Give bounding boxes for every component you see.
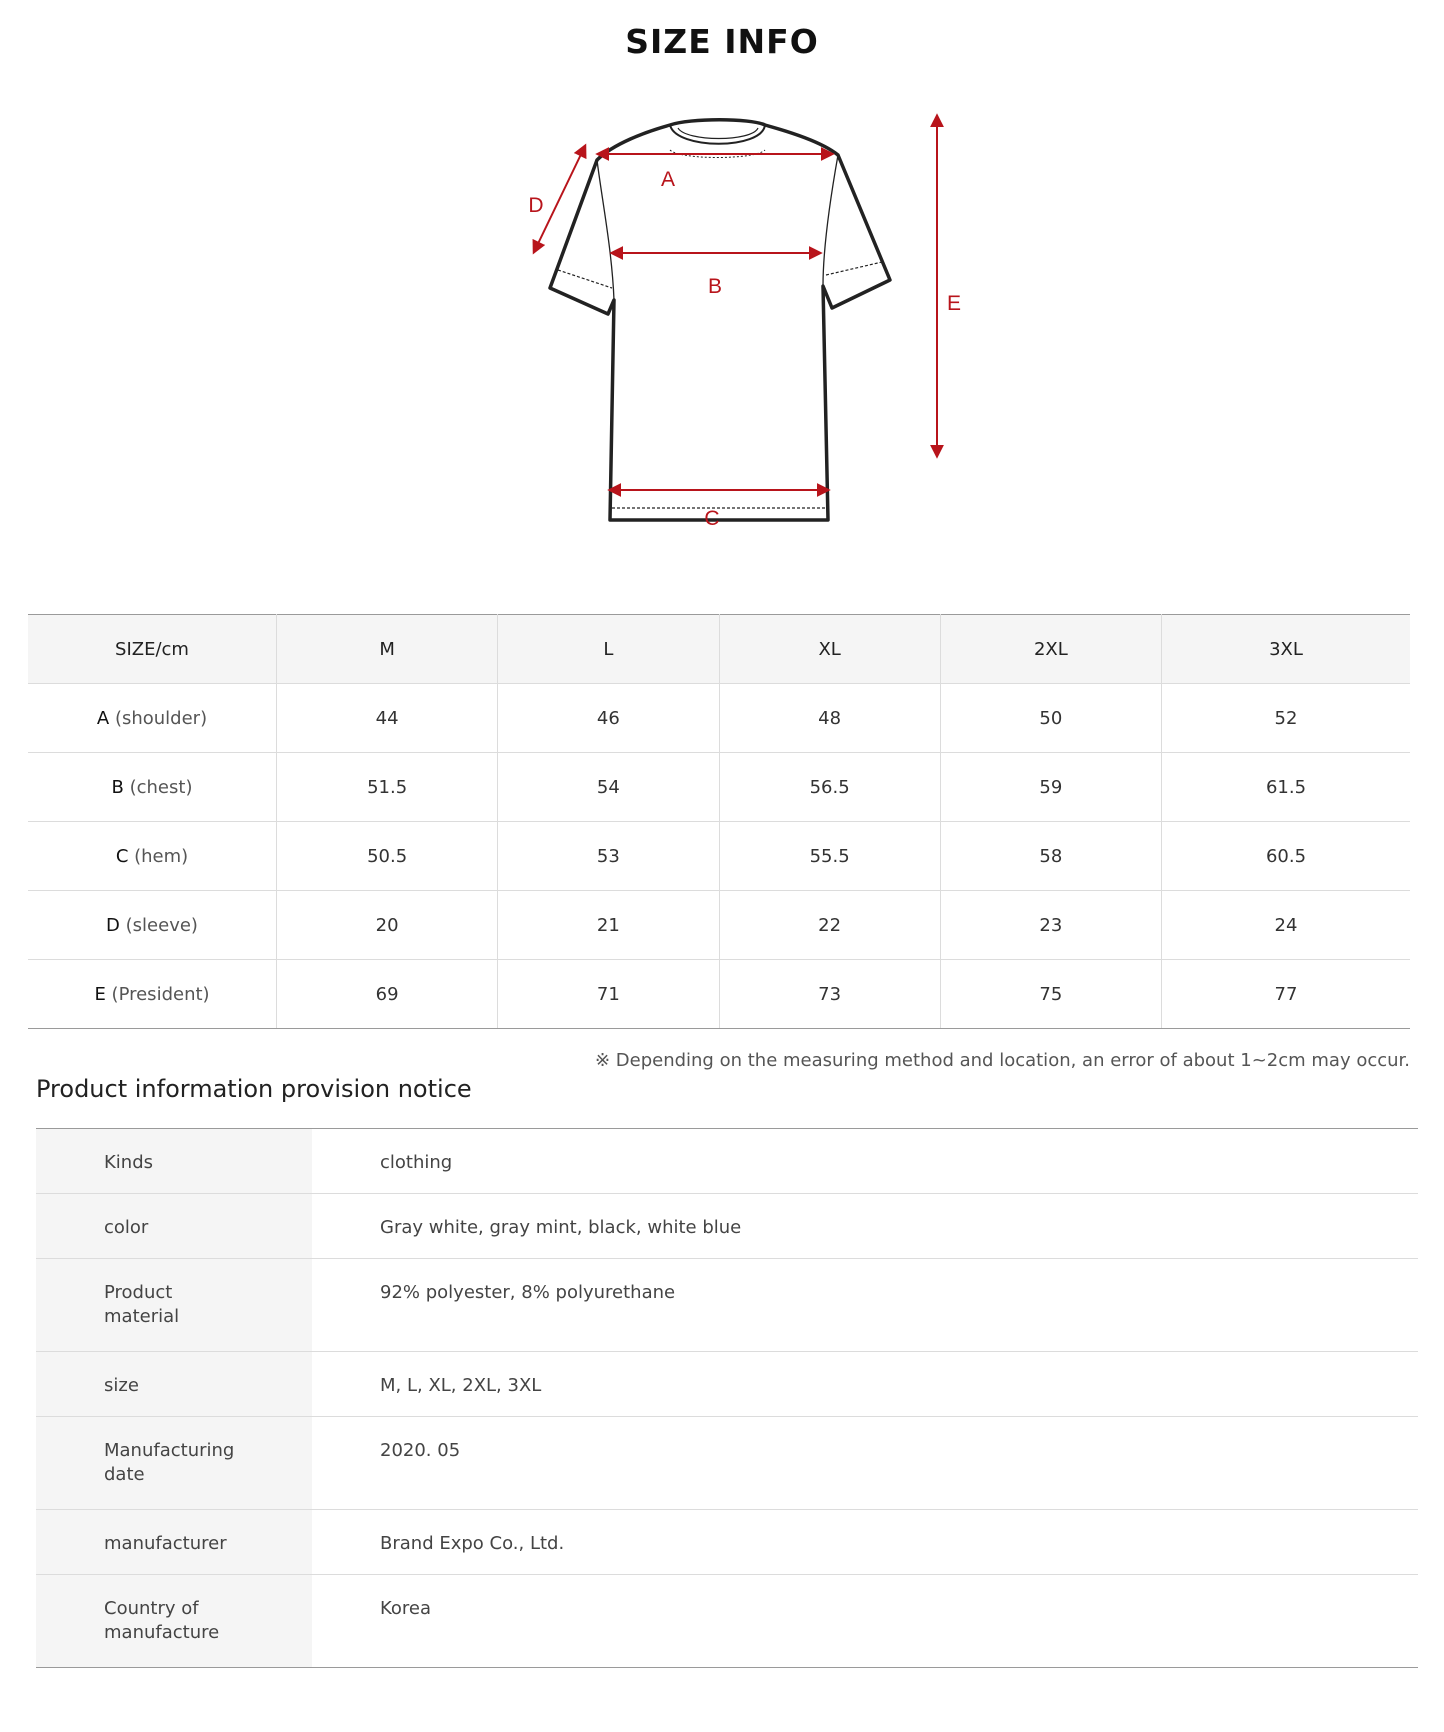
row-code: B [111, 776, 124, 798]
table-cell: 69 [277, 960, 498, 1029]
row-desc: (shoulder) [114, 707, 208, 729]
row-label-shoulder [28, 684, 277, 753]
info-label: size [36, 1352, 312, 1417]
info-label: Kinds [36, 1129, 312, 1194]
measure-label-c: C [704, 507, 720, 530]
header-size-m: M [277, 615, 498, 684]
table-cell: 46 [498, 684, 719, 753]
table-row [28, 822, 1410, 891]
table-cell: 71 [498, 960, 719, 1029]
table-row [28, 960, 1410, 1029]
table-row [28, 891, 1410, 960]
info-label: color [36, 1194, 312, 1259]
page-title: SIZE INFO [625, 22, 819, 61]
table-row [28, 753, 1410, 822]
measure-label-e: E [946, 292, 962, 315]
info-value: Gray white, gray mint, black, white blue [312, 1194, 1418, 1259]
table-cell: 58 [940, 822, 1161, 891]
row-code: C [115, 845, 129, 867]
header-size-3xl: 3XL [1162, 615, 1411, 684]
info-row-manufacturer [36, 1510, 1418, 1575]
row-desc: (hem) [134, 845, 189, 867]
table-cell: 51.5 [277, 753, 498, 822]
table-row [28, 684, 1410, 753]
table-cell: 55.5 [719, 822, 940, 891]
table-cell: 50 [940, 684, 1161, 753]
table-cell: 21 [498, 891, 719, 960]
measure-label-b: B [707, 275, 723, 298]
info-row-size [36, 1352, 1418, 1417]
info-row-kinds [36, 1129, 1418, 1194]
info-value: Brand Expo Co., Ltd. [312, 1510, 1418, 1575]
size-table [28, 614, 1410, 1029]
row-code: A [96, 707, 110, 729]
measure-label-a: A [660, 168, 676, 191]
table-cell: 75 [940, 960, 1161, 1029]
measure-label-d: D [528, 194, 544, 217]
table-cell: 22 [719, 891, 940, 960]
table-cell: 61.5 [1162, 753, 1411, 822]
row-code: E [94, 983, 106, 1005]
tshirt-outline [550, 120, 890, 520]
table-cell: 48 [719, 684, 940, 753]
table-cell: 56.5 [719, 753, 940, 822]
info-label: manufacturer [36, 1510, 312, 1575]
info-row-material [36, 1259, 1418, 1352]
size-table-header-row [28, 615, 1410, 684]
info-value: Korea [312, 1575, 1418, 1668]
row-label-chest [28, 753, 277, 822]
product-info-table [36, 1128, 1418, 1668]
table-cell: 52 [1162, 684, 1411, 753]
table-cell: 20 [277, 891, 498, 960]
info-value: 2020. 05 [312, 1417, 1418, 1510]
tshirt-size-diagram [500, 110, 1000, 590]
header-size-l: L [498, 615, 719, 684]
table-cell: 53 [498, 822, 719, 891]
table-cell: 23 [940, 891, 1161, 960]
row-desc: (chest) [129, 776, 193, 798]
row-label-hem [28, 822, 277, 891]
table-cell: 73 [719, 960, 940, 1029]
row-label-length [28, 960, 277, 1029]
info-row-manufacturing-date [36, 1417, 1418, 1510]
table-cell: 54 [498, 753, 719, 822]
header-size-xl: XL [719, 615, 940, 684]
table-cell: 77 [1162, 960, 1411, 1029]
info-label: Product material [36, 1259, 312, 1352]
row-label-sleeve [28, 891, 277, 960]
table-cell: 60.5 [1162, 822, 1411, 891]
info-row-color [36, 1194, 1418, 1259]
row-desc: (sleeve) [125, 914, 198, 936]
table-cell: 50.5 [277, 822, 498, 891]
product-info-title: Product information provision notice [36, 1075, 472, 1103]
info-label: Country of manufacture [36, 1575, 312, 1668]
row-desc: (President) [111, 983, 210, 1005]
info-value: clothing [312, 1129, 1418, 1194]
header-size-cm: SIZE/cm [28, 615, 277, 684]
measurement-error-note: ※ Depending on the measuring method and location, an error of about 1~2cm may occur. [594, 1050, 1410, 1071]
info-row-country [36, 1575, 1418, 1668]
row-code: D [106, 914, 120, 936]
table-cell: 24 [1162, 891, 1411, 960]
table-cell: 44 [277, 684, 498, 753]
table-cell: 59 [940, 753, 1161, 822]
info-label: Manufacturing date [36, 1417, 312, 1510]
header-size-2xl: 2XL [940, 615, 1161, 684]
info-value: M, L, XL, 2XL, 3XL [312, 1352, 1418, 1417]
info-value: 92% polyester, 8% polyurethane [312, 1259, 1418, 1352]
